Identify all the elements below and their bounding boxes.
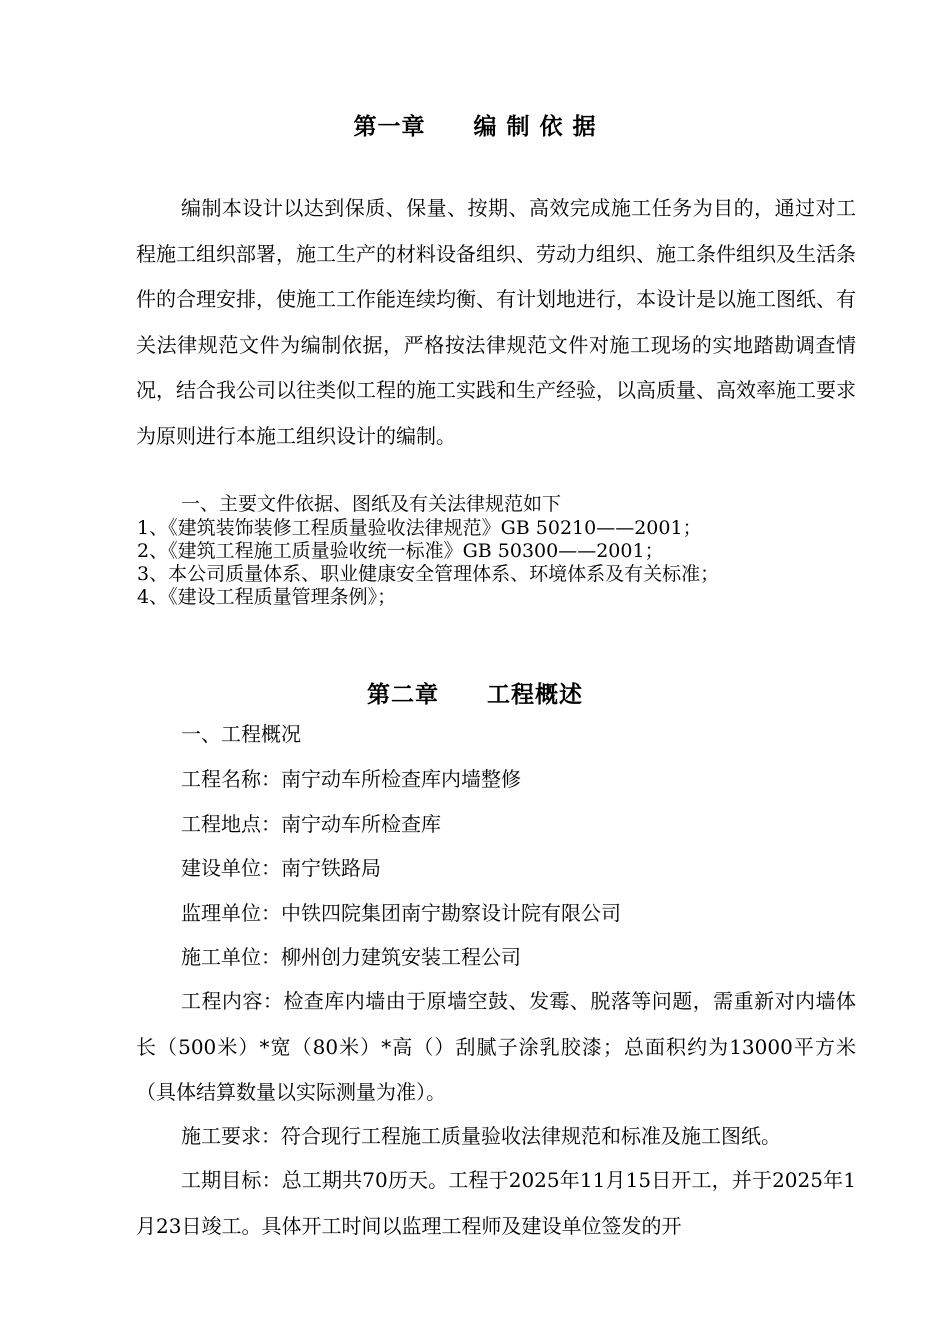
owner-unit: 建设单位：南宁铁路局: [181, 856, 381, 880]
construction-requirements: 施工要求：符合现行工程施工质量验收法律规范和标准及施工图纸。: [181, 1124, 781, 1148]
chapter-1-title: 第一章 编 制 依 据: [353, 113, 597, 140]
construction-unit: 施工单位：柳州创力建筑安装工程公司: [181, 945, 521, 969]
schedule-paragraph: 工期目标：总工期共70历天。工程于2025年11月15日开工，并于2025年1月23日竣工。具体开工时间以监理工程师及建设单位签发的开: [136, 1168, 856, 1238]
chapter-1-intro-paragraph: 编制本设计以达到保质、保量、按期、高效完成施工任务为目的，通过对工程施工组织部署，施工生产的材料设备组织、劳动力组织、施工条件组织及生活条件的合理安排，使施工工作能连续均衡、有计划地进行，本设计是以施工图纸、有关法律规范文件为编制依据，严格按法律规范文件对施工现场的实地踏勘调查情况，结合我公司以往类似工程的施工实践和生产经验，以高质量、高效率施工要求为原则进行本施工组织设计的编制。: [136, 196, 856, 448]
supervision-unit: 监理单位：中铁四院集团南宁勘察设计院有限公司: [181, 901, 621, 925]
chapter-2-title: 第二章 工程概述: [367, 681, 583, 708]
project-location: 工程地点：南宁动车所检查库: [181, 812, 441, 836]
basis-heading: 一、主要文件依据、图纸及有关法律规范如下: [181, 493, 562, 515]
basis-item-1: 1、《建筑装饰装修工程质量验收法律规范》GB 50210——2001；: [137, 517, 702, 539]
basis-item-3: 3、本公司质量体系、职业健康安全管理体系、环境体系及有关标准；: [137, 563, 720, 585]
project-name: 工程名称：南宁动车所检查库内墙整修: [181, 767, 521, 791]
basis-item-2: 2、《建筑工程施工质量验收统一标准》GB 50300——2001；: [137, 540, 664, 562]
basis-item-4: 4、《建设工程质量管理条例》；: [137, 586, 397, 608]
section-heading-overview: 一、工程概况: [181, 722, 301, 746]
project-content-paragraph: 工程内容：检查库内墙由于原墙空鼓、发霉、脱落等问题，需重新对内墙体长（500米）*宽（80米）*高（）刮腻子涂乳胶漆；总面积约为13000平方米（具体结算数量以实际测量为准）。: [136, 989, 856, 1104]
